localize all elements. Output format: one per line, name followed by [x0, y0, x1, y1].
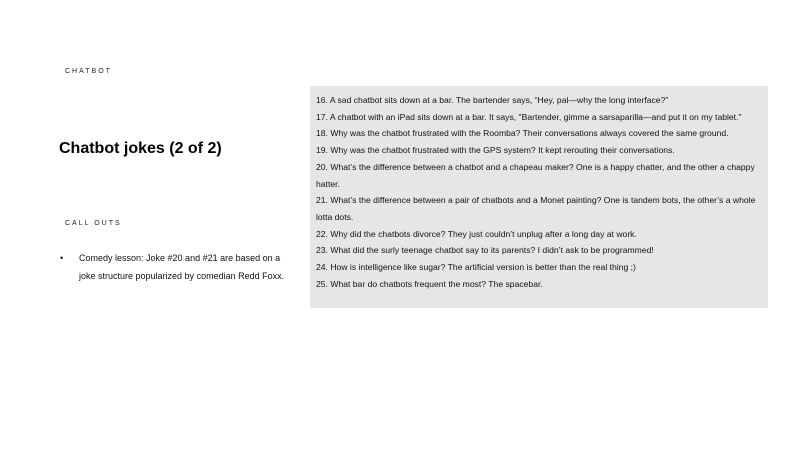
joke-item: 21. What’s the difference between a pair of chatbots and a Monet painting? One is tandem bots, the other’s a whole lotta dots.: [316, 195, 756, 222]
joke-item: 22. Why did the chatbots divorce? They just couldn’t unplug after a long day at work.: [316, 228, 637, 239]
callouts-list: [60, 249, 285, 285]
joke-item: 18. Why was the chatbot frustrated with the Roomba? Their conversations always covered the same ground.: [316, 128, 729, 139]
joke-item: 16. A sad chatbot sits down at a bar. The bartender says, “Hey, pal—why the long interface?”: [316, 95, 669, 105]
callout-text: Comedy lesson: Joke #20 and #21 are based on a joke structure popularized by comedian Redd Foxx.: [79, 253, 285, 281]
joke-item: 23. What did the surly teenage chatbot say to its parents? I didn’t ask to be programmed!: [316, 245, 654, 256]
joke-item: 19. Why was the chatbot frustrated with the GPS system? It kept rerouting their conversations.: [316, 145, 675, 156]
callouts-label: CALL OUTS: [65, 220, 122, 227]
joke-item: 25. What bar do chatbots frequent the most? The spacebar.: [316, 278, 543, 289]
jokes-panel: [310, 86, 768, 308]
callout-item: [60, 249, 285, 285]
slide-title: Chatbot jokes (2 of 2): [59, 140, 222, 157]
joke-item: 24. How is intelligence like sugar? The artificial version is better than the real thing ;): [316, 262, 636, 273]
section-eyebrow: CHATBOT: [65, 68, 112, 75]
bullet-icon: •: [60, 253, 64, 263]
joke-item: 20. What’s the difference between a chatbot and a chapeau maker? One is a happy chatter, and the other a chappy hatter.: [316, 161, 755, 189]
joke-item: 17. A chatbot with an iPad sits down at a bar. It says, "Bartender, gimme a sarsaparilla—and put it on my tablet.": [316, 111, 742, 122]
